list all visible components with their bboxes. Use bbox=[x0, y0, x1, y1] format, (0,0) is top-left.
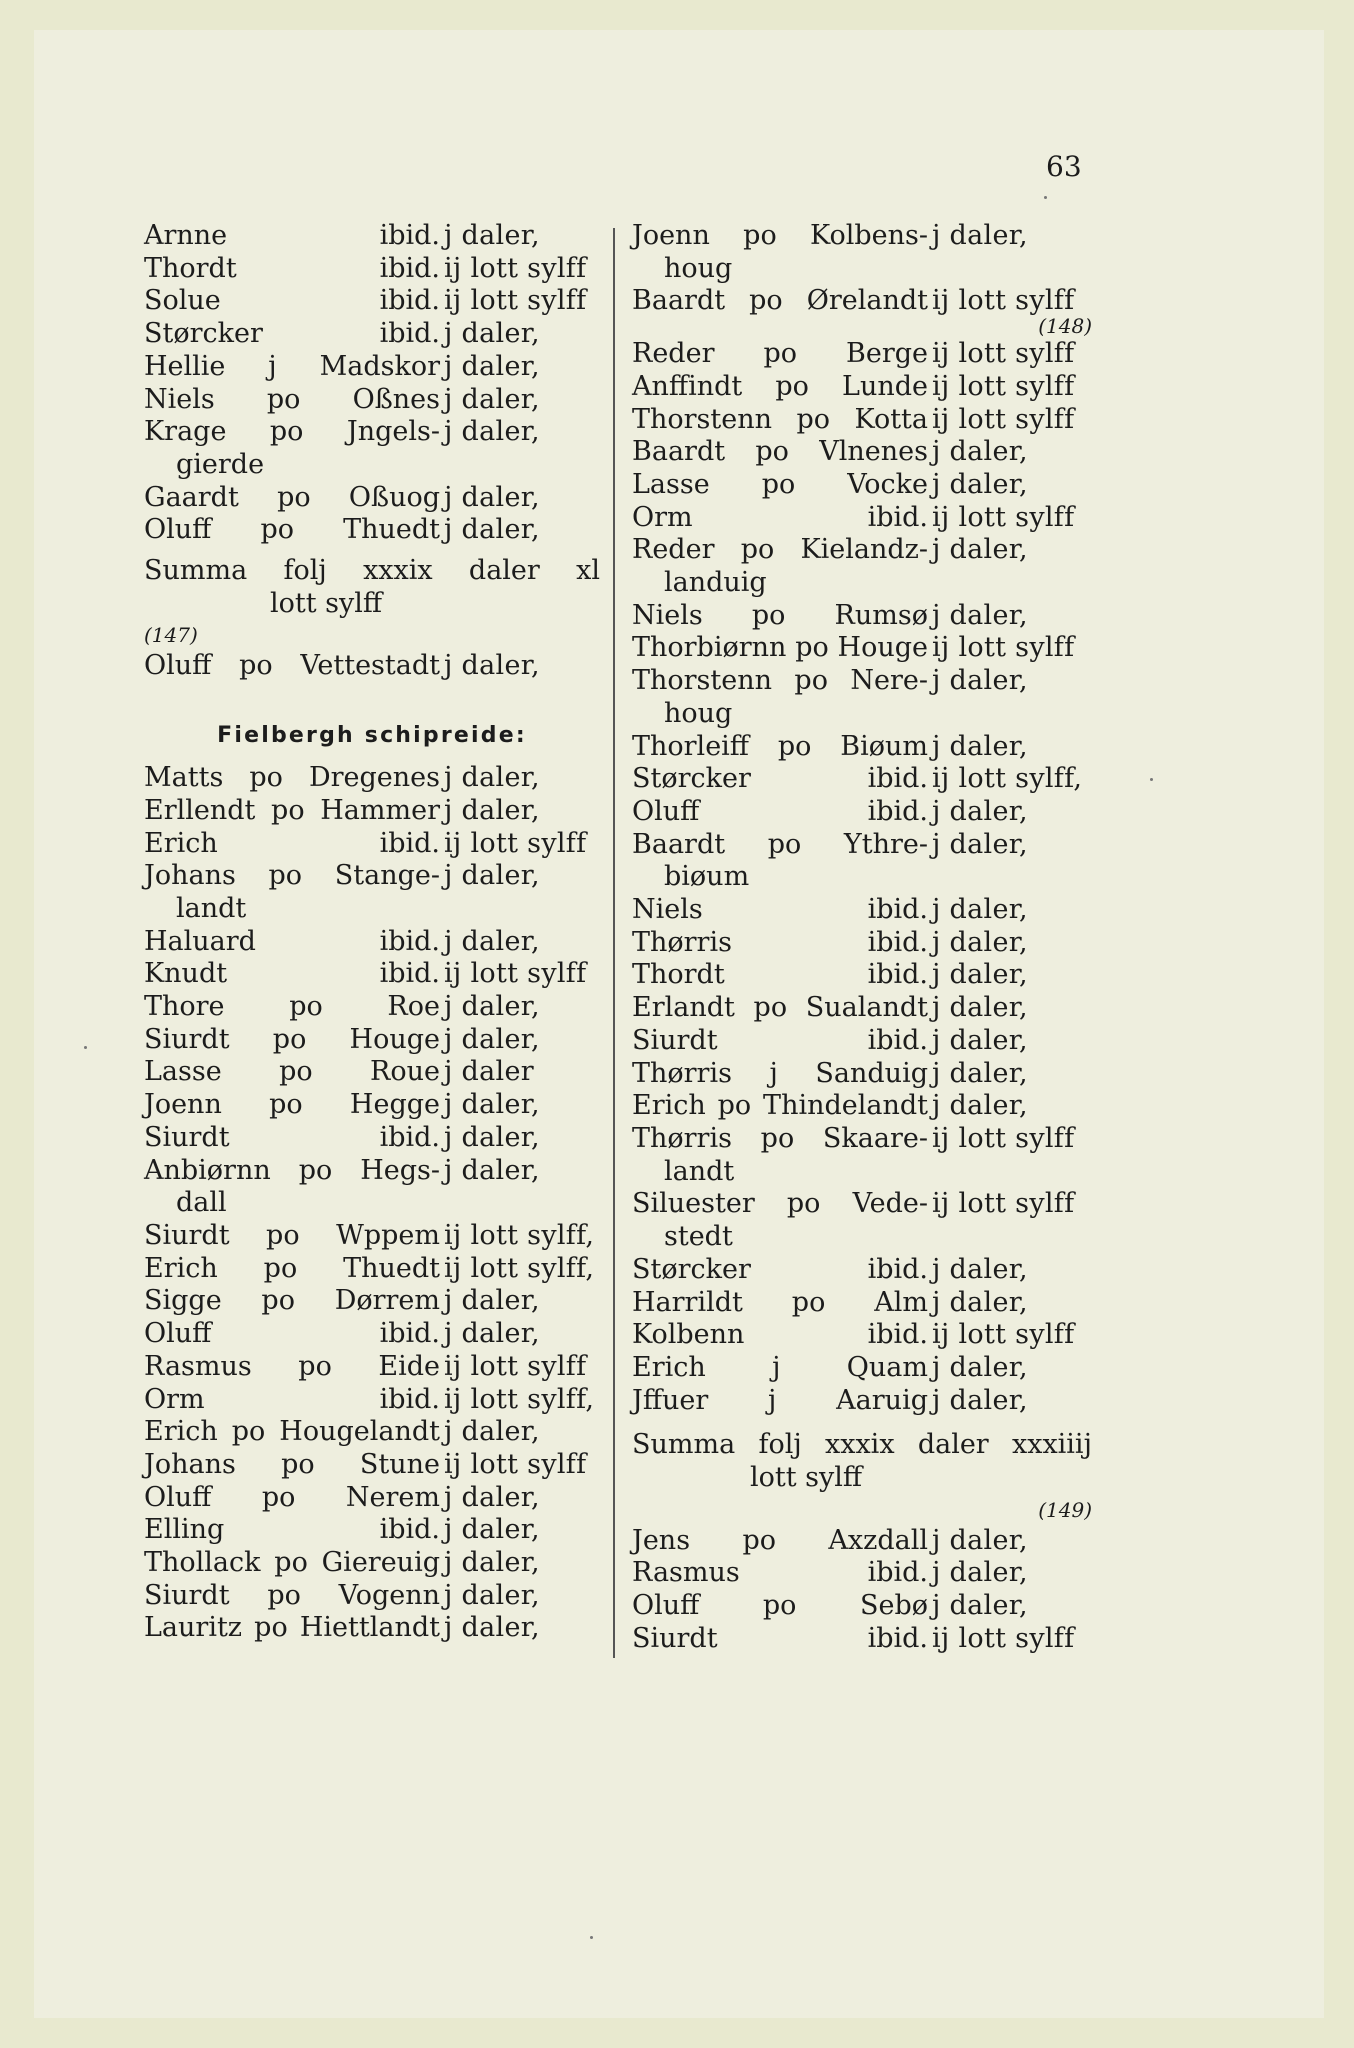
entry-name: Reder po Berge bbox=[632, 338, 928, 370]
entry-amount: j daler, bbox=[932, 1557, 1028, 1589]
entry-name-continuation: houg bbox=[664, 252, 733, 284]
entry-name-continuation: houg bbox=[664, 697, 733, 729]
left-top-entries bbox=[144, 220, 600, 547]
entry-amount: j daler, bbox=[932, 1524, 1028, 1556]
entry-amount: j daler, bbox=[932, 828, 1028, 860]
section-heading: Fielbergh schipreide: bbox=[217, 723, 527, 749]
entry-name: Oluff ibid. bbox=[632, 795, 928, 827]
entry-amount: ij lott sylff bbox=[932, 338, 1075, 370]
entry-name: Størcker ibid. bbox=[632, 763, 928, 795]
entry-amount: j daler, bbox=[444, 1121, 540, 1153]
entry-amount: j daler, bbox=[932, 534, 1028, 566]
entry-name: Størcker ibid. bbox=[144, 318, 440, 350]
entry-row bbox=[632, 220, 1092, 253]
entry-name: Siurdt po Vogenn bbox=[144, 1579, 440, 1611]
entry-amount: ij lott sylff bbox=[444, 252, 587, 284]
left-main-entries bbox=[144, 762, 600, 1645]
entry-row bbox=[632, 665, 1092, 698]
entry-name-continuation: dall bbox=[176, 1187, 227, 1219]
entry-row bbox=[144, 514, 600, 547]
entry-amount: j daler, bbox=[932, 795, 1028, 827]
entry-row bbox=[144, 1416, 600, 1449]
entry-row bbox=[632, 1254, 1092, 1287]
entry-name: Oluff po Sebø bbox=[632, 1590, 928, 1622]
entry-name: Erich ibid. bbox=[144, 827, 440, 859]
entry-amount: j daler, bbox=[444, 350, 540, 382]
entry-row bbox=[144, 253, 600, 286]
entry-name: Johans po Stune bbox=[144, 1448, 440, 1480]
right-entries-b bbox=[632, 338, 1092, 1417]
summa-continuation: lott sylff bbox=[750, 1462, 863, 1494]
entry-row bbox=[632, 796, 1092, 829]
entry-row bbox=[632, 1123, 1092, 1156]
entry-amount: j daler, bbox=[932, 926, 1028, 958]
entry-name: Thordt ibid. bbox=[632, 959, 928, 991]
entry-name-continuation: gierde bbox=[176, 448, 265, 480]
entry-amount: j daler, bbox=[932, 599, 1028, 631]
entry-row bbox=[632, 1623, 1092, 1656]
entry-row bbox=[144, 1351, 600, 1384]
entry-name: Niels po Oßnes bbox=[144, 383, 440, 415]
entry-row bbox=[144, 795, 600, 828]
entry-amount: ij lott sylff bbox=[444, 285, 587, 317]
entry-amount: ij lott sylff bbox=[932, 1622, 1075, 1654]
entry-amount: ij lott sylff bbox=[932, 501, 1075, 533]
entry-amount: j daler, bbox=[444, 1547, 540, 1579]
entry-row bbox=[632, 600, 1092, 633]
entry-amount: ij lott sylff bbox=[444, 1448, 587, 1480]
entry-amount: j daler, bbox=[444, 220, 540, 251]
entry-amount: ij lott sylff bbox=[932, 1188, 1075, 1220]
entry-name: Haluard ibid. bbox=[144, 925, 440, 957]
entry-amount: ij lott sylff bbox=[444, 1350, 587, 1382]
entry-amount: j daler, bbox=[444, 383, 540, 415]
entry-amount: j daler, bbox=[444, 1481, 540, 1513]
entry-row bbox=[144, 1285, 600, 1318]
entry-name: Baardt po Vlnenes bbox=[632, 436, 928, 468]
entry-amount: j daler, bbox=[932, 894, 1028, 926]
entry-amount: j daler, bbox=[444, 1579, 540, 1611]
entry-amount: j daler, bbox=[444, 925, 540, 957]
entry-row bbox=[632, 1188, 1092, 1221]
entry-amount: ij lott sylff bbox=[444, 827, 587, 859]
entry-name: Baardt po Ørelandt bbox=[632, 285, 928, 317]
entry-name-continuation: landt bbox=[176, 892, 247, 924]
entry-row bbox=[144, 762, 600, 795]
entry-row bbox=[632, 371, 1092, 404]
entry-row bbox=[144, 1514, 600, 1547]
entry-row bbox=[144, 351, 600, 384]
entry-row bbox=[144, 1155, 600, 1188]
summa-word: xxxix bbox=[363, 555, 433, 587]
entry-row bbox=[144, 1580, 600, 1613]
entry-name: Erllendt po Hammer bbox=[144, 794, 440, 826]
entry-name: Thørris po Skaare- bbox=[632, 1122, 928, 1154]
entry-row bbox=[144, 220, 600, 253]
entry-name: Rasmus ibid. bbox=[632, 1557, 928, 1589]
print-speck bbox=[590, 1936, 593, 1939]
entry-name: Thordt ibid. bbox=[144, 252, 440, 284]
entry-row bbox=[144, 318, 600, 351]
entry-amount: ij lott sylff, bbox=[932, 763, 1083, 795]
left-column bbox=[144, 220, 600, 1645]
entry-name: Rasmus po Eide bbox=[144, 1350, 440, 1382]
entry-name: Siurdt po Wppem bbox=[144, 1219, 440, 1251]
summa-word: Summa bbox=[632, 1429, 736, 1461]
entry-row bbox=[144, 926, 600, 959]
entry-row bbox=[144, 1449, 600, 1482]
entry-row bbox=[632, 632, 1092, 665]
entry-amount: ij lott sylff bbox=[932, 403, 1075, 435]
entry-amount: j daler, bbox=[444, 1023, 540, 1055]
entry-row bbox=[144, 416, 600, 449]
entry-name: Arnne ibid. bbox=[144, 220, 440, 251]
entry-row bbox=[632, 1385, 1092, 1418]
entry-amount: j daler, bbox=[444, 1285, 540, 1317]
entry-amount: j daler, bbox=[932, 436, 1028, 468]
summa-word: Summa bbox=[144, 555, 248, 587]
entry-row bbox=[144, 958, 600, 991]
entry-name: Oluff po Nerem bbox=[144, 1481, 440, 1513]
entry-amount: j daler, bbox=[932, 1024, 1028, 1056]
entry-name: Baardt po Ythre- bbox=[632, 828, 928, 860]
entry-name: Niels po Rumsø bbox=[632, 599, 928, 631]
entry-amount: j daler, bbox=[932, 992, 1028, 1024]
entry-name-continuation: stedt bbox=[664, 1221, 733, 1253]
entry-name-continuation: biøum bbox=[664, 861, 750, 893]
entry-name: Niels ibid. bbox=[632, 894, 928, 926]
print-speck bbox=[1150, 778, 1153, 781]
entry-amount: ij lott sylff bbox=[932, 370, 1075, 402]
right-entries-c bbox=[632, 1525, 1092, 1656]
entry-row bbox=[632, 763, 1092, 796]
print-speck bbox=[84, 1046, 87, 1049]
entry-amount: ij lott sylff bbox=[932, 1122, 1075, 1154]
entry-amount: j daler, bbox=[444, 514, 540, 546]
entry-amount: ij lott sylff bbox=[932, 285, 1075, 317]
right-entries-a bbox=[632, 220, 1092, 318]
entry-name: Joenn po Kolbens- bbox=[632, 220, 928, 251]
entry-amount: j daler, bbox=[444, 650, 540, 682]
entry-row bbox=[632, 1525, 1092, 1558]
entry-amount: j daler, bbox=[932, 1253, 1028, 1285]
entry-name: Thørris ibid. bbox=[632, 926, 928, 958]
page-number: 63 bbox=[1046, 150, 1082, 183]
entry-name: Jffuer j Aaruig bbox=[632, 1384, 928, 1416]
entry-amount: j daler, bbox=[932, 959, 1028, 991]
entry-row bbox=[144, 1122, 600, 1155]
entry-amount: j daler, bbox=[932, 1057, 1028, 1089]
entry-name: Erlandt po Sualandt bbox=[632, 992, 928, 1024]
entry-row bbox=[632, 285, 1092, 318]
entry-amount: j daler, bbox=[932, 1286, 1028, 1318]
entry-amount: j daler, bbox=[444, 794, 540, 826]
entry-amount: j daler, bbox=[444, 1612, 540, 1644]
entry-row bbox=[632, 338, 1092, 371]
entry-name: Thorstenn po Kotta bbox=[632, 403, 928, 435]
summa-word: xl bbox=[576, 555, 600, 587]
entry-amount: j daler, bbox=[444, 481, 540, 513]
entry-row bbox=[632, 1557, 1092, 1590]
entry-amount: j daler, bbox=[932, 730, 1028, 762]
entry-amount: ij lott sylff, bbox=[444, 1252, 595, 1284]
entry-row bbox=[632, 829, 1092, 862]
entry-amount: j daler, bbox=[444, 1154, 540, 1186]
right-column bbox=[632, 220, 1092, 1656]
entry-name: Lasse po Roue bbox=[144, 1056, 440, 1088]
entry-row bbox=[144, 828, 600, 861]
entry-name: Anbiørnn po Hegs- bbox=[144, 1154, 440, 1186]
entry-amount: j daler, bbox=[932, 1090, 1028, 1122]
summa-line bbox=[632, 1429, 1092, 1462]
entry-name: Siurdt ibid. bbox=[144, 1121, 440, 1153]
summa-word: folj bbox=[758, 1429, 802, 1461]
entry-name: Kolbenn ibid. bbox=[632, 1319, 928, 1351]
entry-name: Solue ibid. bbox=[144, 285, 440, 317]
summa-word: daler bbox=[917, 1429, 989, 1461]
entry-name: Siurdt po Houge bbox=[144, 1023, 440, 1055]
entry-row bbox=[632, 1590, 1092, 1623]
entry-name: Hellie j Madskor bbox=[144, 350, 440, 382]
entry-name: Oluff ibid. bbox=[144, 1318, 440, 1350]
entry-name: Krage po Jngels- bbox=[144, 416, 440, 448]
entry-row bbox=[632, 992, 1092, 1025]
entry-name: Orm ibid. bbox=[632, 501, 928, 533]
entry-name: Orm ibid. bbox=[144, 1383, 440, 1415]
entry-row bbox=[632, 534, 1092, 567]
entry-name: Lauritz po Hiettlandt bbox=[144, 1612, 440, 1644]
entry-row bbox=[144, 384, 600, 417]
entry-amount: j daler bbox=[444, 1056, 534, 1088]
folio-reference: (147) bbox=[144, 623, 198, 648]
entry-row bbox=[632, 1352, 1092, 1385]
entry-name: Erich po Hougelandt bbox=[144, 1416, 440, 1448]
entry-row bbox=[632, 959, 1092, 992]
column-divider bbox=[613, 228, 615, 1658]
entry-row bbox=[144, 1547, 600, 1580]
entry-name: Erich po Thuedt bbox=[144, 1252, 440, 1284]
entry-amount: j daler, bbox=[932, 468, 1028, 500]
entry-name: Sigge po Dørrem bbox=[144, 1285, 440, 1317]
entry-name: Erich po Thindelandt bbox=[632, 1090, 928, 1122]
entry-row bbox=[144, 1318, 600, 1351]
entry-row bbox=[144, 860, 600, 893]
summa-word: daler bbox=[468, 555, 540, 587]
entry-amount: j daler, bbox=[444, 860, 540, 892]
entry-row bbox=[144, 650, 600, 683]
entry-amount: j daler, bbox=[444, 318, 540, 350]
entry-row bbox=[632, 1025, 1092, 1058]
entry-name: Harrildt po Alm bbox=[632, 1286, 928, 1318]
print-speck bbox=[1044, 196, 1047, 199]
entry-row bbox=[144, 1024, 600, 1057]
entry-name: Thorstenn po Nere- bbox=[632, 665, 928, 697]
entry-row bbox=[632, 1090, 1092, 1123]
entry-row bbox=[144, 1220, 600, 1253]
entry-row bbox=[144, 1384, 600, 1417]
entry-name: Thorbiørnn po Houge bbox=[632, 632, 928, 664]
entry-amount: ij lott sylff, bbox=[444, 1383, 595, 1415]
entry-name: Reder po Kielandz- bbox=[632, 534, 928, 566]
entry-name: Oluff po Vettestadt bbox=[144, 650, 440, 682]
entry-row bbox=[144, 1482, 600, 1515]
entry-row bbox=[144, 1056, 600, 1089]
entry-amount: ij lott sylff bbox=[932, 632, 1075, 664]
entry-amount: j daler, bbox=[444, 991, 540, 1023]
entry-row bbox=[632, 1319, 1092, 1352]
entry-name: Anffindt po Lunde bbox=[632, 370, 928, 402]
entry-amount: j daler, bbox=[932, 220, 1028, 251]
entry-name: Erich j Quam bbox=[632, 1351, 928, 1383]
entry-name: Thørris j Sanduig bbox=[632, 1057, 928, 1089]
entry-amount: j daler, bbox=[932, 1590, 1028, 1622]
summa-word: xxxix bbox=[825, 1429, 895, 1461]
entry-name: Knudt ibid. bbox=[144, 958, 440, 990]
entry-name: Elling ibid. bbox=[144, 1514, 440, 1546]
entry-row bbox=[632, 469, 1092, 502]
entry-row bbox=[632, 502, 1092, 535]
entry-amount: j daler, bbox=[932, 665, 1028, 697]
entry-row bbox=[632, 1287, 1092, 1320]
entry-amount: j daler, bbox=[444, 1318, 540, 1350]
summa-line bbox=[144, 555, 600, 588]
entry-amount: j daler, bbox=[444, 1089, 540, 1121]
entry-amount: j daler, bbox=[932, 1351, 1028, 1383]
entry-name: Siurdt ibid. bbox=[632, 1622, 928, 1654]
entry-row bbox=[632, 731, 1092, 764]
entry-amount: j daler, bbox=[444, 1416, 540, 1448]
entry-row bbox=[144, 991, 600, 1024]
summa-word: folj bbox=[283, 555, 327, 587]
entry-name: Størcker ibid. bbox=[632, 1253, 928, 1285]
entry-name: Matts po Dregenes bbox=[144, 762, 440, 794]
entry-row bbox=[632, 436, 1092, 469]
entry-name: Johans po Stange- bbox=[144, 860, 440, 892]
entry-amount: j daler, bbox=[444, 416, 540, 448]
entry-row bbox=[632, 927, 1092, 960]
entry-name: Oluff po Thuedt bbox=[144, 514, 440, 546]
entry-amount: ij lott sylff, bbox=[444, 1219, 595, 1251]
entry-row bbox=[632, 404, 1092, 437]
entry-amount: j daler, bbox=[932, 1384, 1028, 1416]
entry-row bbox=[144, 1089, 600, 1122]
entry-name-continuation: landt bbox=[664, 1155, 735, 1187]
folio-reference: (149) bbox=[1038, 1497, 1092, 1522]
entry-row bbox=[144, 482, 600, 515]
entry-name-continuation: landuig bbox=[664, 567, 767, 599]
entry-row bbox=[144, 1253, 600, 1286]
entry-name: Jens po Axzdall bbox=[632, 1524, 928, 1556]
entry-name: Thollack po Giereuig bbox=[144, 1547, 440, 1579]
entry-amount: ij lott sylff bbox=[444, 958, 587, 990]
summa-word: xxxiiij bbox=[1011, 1429, 1092, 1461]
entry-amount: j daler, bbox=[444, 1514, 540, 1546]
entry-amount: j daler, bbox=[444, 762, 540, 794]
entry-row bbox=[144, 1612, 600, 1645]
entry-name: Joenn po Hegge bbox=[144, 1089, 440, 1121]
entry-amount: ij lott sylff bbox=[932, 1319, 1075, 1351]
folio-reference: (148) bbox=[1038, 314, 1092, 339]
summa-continuation: lott sylff bbox=[270, 587, 383, 619]
entry-name: Siluester po Vede- bbox=[632, 1188, 928, 1220]
entry-name: Thorleiff po Biøum bbox=[632, 730, 928, 762]
entry-row bbox=[632, 1058, 1092, 1091]
entry-name: Thore po Roe bbox=[144, 991, 440, 1023]
entry-row bbox=[144, 285, 600, 318]
entry-name: Siurdt ibid. bbox=[632, 1024, 928, 1056]
entry-name: Gaardt po Oßuog bbox=[144, 481, 440, 513]
entry-name: Lasse po Vocke bbox=[632, 468, 928, 500]
entry-row bbox=[632, 894, 1092, 927]
